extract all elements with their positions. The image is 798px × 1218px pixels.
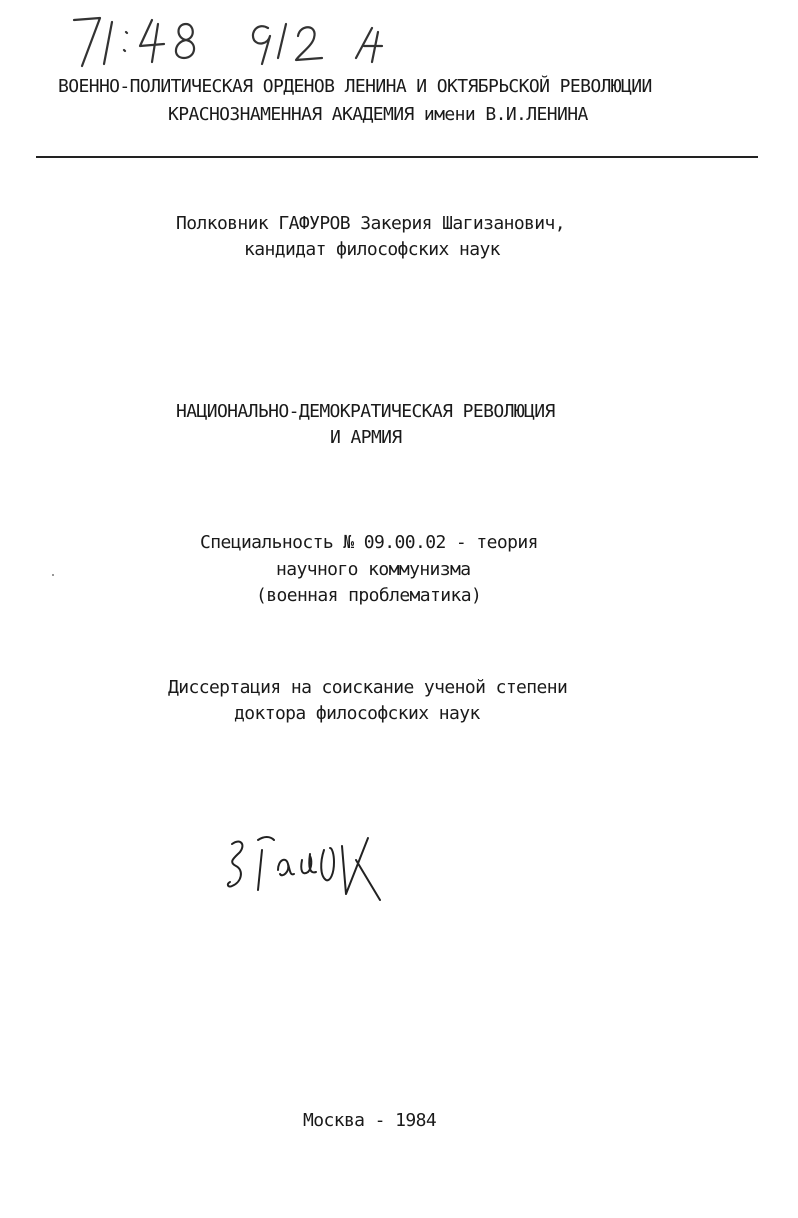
header-divider xyxy=(36,156,758,158)
author-line-1: Полковник ГАФУРОВ Закерия Шагизанович, xyxy=(176,213,566,234)
institution-line-1: ВОЕННО-ПОЛИТИЧЕСКАЯ ОРДЕНОВ ЛЕНИНА И ОКТЯБРЬСКОЙ РЕВОЛЮЦИИ xyxy=(58,76,652,97)
specialty-line-1: Специальность № 09.00.02 - теория xyxy=(200,532,538,553)
handwritten-archive-number xyxy=(60,6,440,76)
specialty-line-3: (военная проблематика) xyxy=(256,585,482,606)
dissertation-title-line-1: НАЦИОНАЛЬНО-ДЕМОКРАТИЧЕСКАЯ РЕВОЛЮЦИЯ xyxy=(176,401,555,422)
institution-line-2: КРАСНОЗНАМЕННАЯ АКАДЕМИЯ имени В.И.ЛЕНИНА xyxy=(168,104,588,125)
degree-line-1: Диссертация на соискание ученой степени xyxy=(168,677,568,698)
specialty-line-2: научного коммунизма xyxy=(276,559,471,580)
place-year: Москва - 1984 xyxy=(303,1110,437,1131)
dissertation-title-line-2: И АРМИЯ xyxy=(330,427,402,448)
author-signature xyxy=(222,820,392,910)
author-line-2: кандидат философских наук xyxy=(244,239,500,260)
scan-speck xyxy=(52,574,54,576)
degree-line-2: доктора философских наук xyxy=(234,703,480,724)
